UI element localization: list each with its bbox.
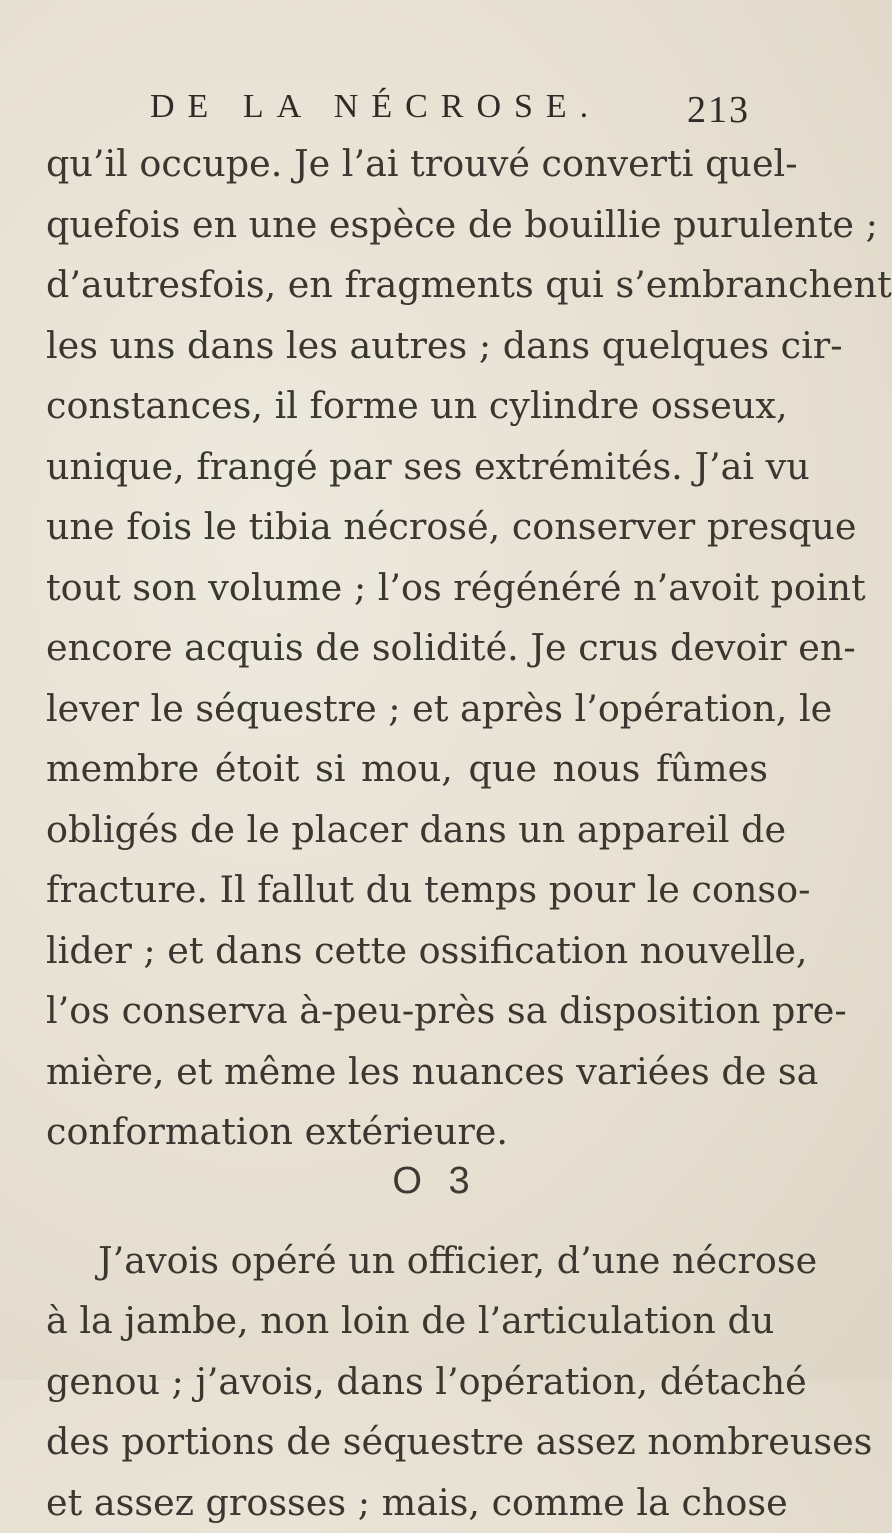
- text-line: lever le séquestre ; et après l’opération, le: [46, 679, 768, 740]
- text-line: une fois le tibia nécrosé, conserver presque: [46, 497, 768, 558]
- text-line: et assez grosses ; mais, comme la chose: [46, 1473, 768, 1533]
- text-line: qu’il occupe. Je l’ai trouvé converti quel-: [46, 134, 768, 195]
- paragraph-2: [46, 1231, 768, 1533]
- text-line: mière, et même les nuances variées de sa: [46, 1042, 768, 1103]
- text-line: tout son volume ; l’os régénéré n’avoit point: [46, 558, 768, 619]
- text-line: des portions de séquestre assez nombreuses: [46, 1412, 768, 1473]
- body-text: [46, 134, 768, 1533]
- text-line: l’os conserva à-peu-près sa disposition pre-: [46, 981, 768, 1042]
- text-line: quefois en une espèce de bouillie purulente ;: [46, 195, 768, 256]
- text-line: d’autresfois, en fragments qui s’embranchent: [46, 255, 768, 316]
- text-line: les uns dans les autres ; dans quelques cir-: [46, 316, 768, 377]
- running-title: DE LA NÉCROSE.: [150, 88, 750, 126]
- text-line: unique, frangé par ses extrémités. J’ai vu: [46, 437, 768, 498]
- text-line: fracture. Il fallut du temps pour le conso-: [46, 860, 768, 921]
- text-line: conformation extérieure.: [46, 1102, 768, 1163]
- text-line: genou ; j’avois, dans l’opération, détaché: [46, 1352, 768, 1413]
- text-line: membre étoit si mou, que nous fûmes: [46, 739, 768, 800]
- signature-mark: O 3: [0, 1160, 800, 1203]
- text-line: obligés de le placer dans un appareil de: [46, 800, 768, 861]
- text-line: encore acquis de solidité. Je crus devoir en-: [46, 618, 768, 679]
- text-line: J’avois opéré un officier, d’une nécrose: [46, 1231, 768, 1292]
- text-line: constances, il forme un cylindre osseux,: [46, 376, 768, 437]
- text-line: à la jambe, non loin de l’articulation du: [46, 1291, 768, 1352]
- paragraph-1: [46, 134, 768, 1163]
- text-line: lider ; et dans cette ossification nouvelle,: [46, 921, 768, 982]
- page-number: 213: [687, 88, 750, 132]
